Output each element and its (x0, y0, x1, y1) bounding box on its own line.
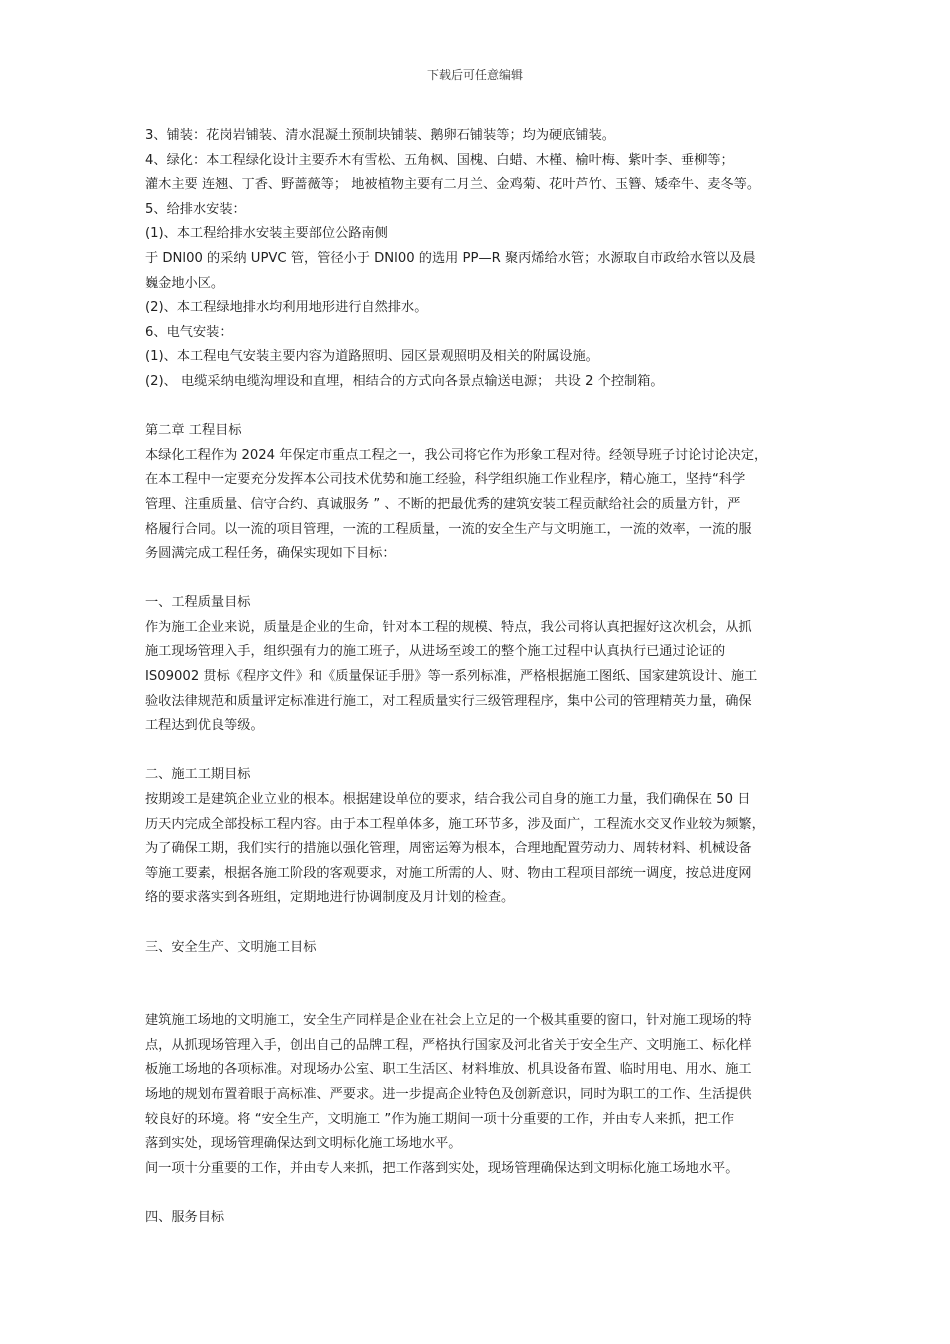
paragraph-line: 于 DNl00 的采纳 UPVC 管，管径小于 DNl00 的选用 PP—R 聚丙烯给水管；水源取自市政给水管以及晨 (145, 250, 756, 266)
paragraph-line: 本绿化工程作为 2024 年保定市重点工程之一，我公司将它作为形象工程对待。经领导班子讨论讨论决定， (145, 447, 768, 463)
paragraph-line: 工程达到优良等级。 (145, 718, 264, 734)
section-heading: 二、施工工期目标 (145, 767, 251, 783)
paragraph-line: (2)、本工程绿地排水均利用地形进行自然排水。 (145, 300, 428, 316)
quality-goal-section (145, 591, 815, 739)
paragraph-line: 施工现场管理入手，组织强有力的施工班子，从进场至竣工的整个施工过程中认真执行已通过论证的 (145, 644, 726, 660)
section-heading: 三、安全生产、文明施工目标 (145, 939, 317, 955)
paragraph-line: 格履行合同。以一流的项目管理，一流的工程质量，一流的安全生产与文明施工，一流的效率，一流的服 (145, 521, 752, 537)
schedule-goal-section (145, 763, 815, 911)
paragraph-line: IS09002 贯标《程序文件》和《质量保证手册》等一系列标准，严格根据施工图纸、国家建筑设计、施工 (145, 669, 758, 685)
section-heading: 一、工程质量目标 (145, 595, 251, 611)
paragraph-line: 巍金地小区。 (145, 275, 225, 291)
chapter-heading: 第二章 工程目标 (145, 423, 242, 439)
page-header: 下载后可任意编辑 (426, 68, 523, 82)
paragraph-line: 3、铺装：花岗岩铺装、清水混凝土预制块铺装、鹅卵石铺装等；均为硬底铺装。 (145, 128, 615, 143)
service-goal-section (145, 1206, 815, 1231)
paragraph-line: 为了确保工期，我们实行的措施以强化管理，周密运筹为根本，合理地配置劳动力、周转材料、机械设备 (145, 841, 752, 857)
paragraph-line: 6、电气安装： (145, 324, 233, 340)
construction-scope-section (145, 124, 815, 395)
paragraph-line: (2)、 电缆采纳电缆沟埋设和直埋，相结合的方式向各景点输送电源； 共设 2 个控制箱。 (145, 373, 664, 389)
paragraph-line: 务圆满完成工程任务，确保实现如下目标： (145, 546, 396, 562)
paragraph-line: (1)、本工程电气安装主要内容为道路照明、园区景观照明及相关的附属设施。 (145, 349, 599, 365)
paragraph-line: 在本工程中一定要充分发挥本公司技术优势和施工经验，科学组织施工作业程序，精心施工，坚持“科学 (145, 472, 746, 488)
paragraph-line: (1)、本工程给排水安装主要部位公路南侧 (145, 226, 388, 242)
paragraph-line: 间一项十分重要的工作，并由专人来抓，把工作落到实处，现场管理确保达到文明标化施工场地水平。 (145, 1160, 739, 1176)
section-heading: 四、服务目标 (145, 1209, 225, 1225)
paragraph-line: 场地的规划布置着眼于高标准、严要求。进一步提高企业特色及创新意识，同时为职工的工作、生活提供 (145, 1086, 752, 1102)
paragraph-line: 验收法律规范和质量评定标准进行施工，对工程质量实行三级管理程序，集中公司的管理精英力量，确保 (145, 693, 752, 709)
chapter-two-section (145, 419, 815, 567)
paragraph-line: 等施工要素，根据各施工阶段的客观要求，对施工所需的人、财、物由工程项目部统一调度，按总进度网 (145, 865, 752, 881)
safety-goal-heading-section (145, 936, 815, 961)
paragraph-line: 按期竣工是建筑企业立业的根本。根据建设单位的要求，结合我公司自身的施工力量，我们确保在 50 日 (145, 792, 751, 808)
paragraph-line: 管理、注重质量、信守合约、真诚服务 ” 、不断的把最优秀的建筑安装工程贡献给社会的质量方针，严 (145, 496, 741, 512)
document-body (145, 124, 815, 1231)
paragraph-line: 4、绿化：本工程绿化设计主要乔木有雪松、五角枫、国槐、白蜡、木槿、榆叶梅、紫叶李、垂柳等； (145, 152, 734, 168)
paragraph-line: 建筑施工场地的文明施工，安全生产同样是企业在社会上立足的一个极其重要的窗口，针对施工现场的特 (145, 1013, 752, 1029)
paragraph-line: 点，从抓现场管理入手，创出自己的品牌工程，严格执行国家及河北省关于安全生产、文明施工、标化样 (145, 1037, 752, 1053)
paragraph-line: 络的要求落实到各班组，定期地进行协调制度及月计划的检查。 (145, 890, 515, 906)
paragraph-line: 作为施工企业来说，质量是企业的生命，针对本工程的规模、特点，我公司将认真把握好这次机会，从抓 (145, 619, 752, 635)
paragraph-line: 较良好的环境。将 “安全生产，文明施工 ”作为施工期间一项十分重要的工作，并由专人来抓，把工作 (145, 1111, 735, 1127)
paragraph-line: 落到实处，现场管理确保达到文明标化施工场地水平。 (145, 1136, 462, 1152)
safety-goal-section (145, 1009, 815, 1181)
paragraph-line: 板施工场地的各项标准。对现场办公室、职工生活区、材料堆放、机具设备布置、临时用电、用水、施工 (145, 1062, 752, 1078)
paragraph-line: 5、给排水安装： (145, 201, 246, 217)
paragraph-line: 历天内完成全部投标工程内容。由于本工程单体多，施工环节多，涉及面广，工程流水交叉作业较为频繁， (145, 816, 765, 832)
paragraph-line: 灌木主要 连翘、丁香、野蔷薇等； 地被植物主要有二月兰、金鸡菊、花叶芦竹、玉簪、矮牵牛、麦冬等。 (145, 177, 761, 193)
